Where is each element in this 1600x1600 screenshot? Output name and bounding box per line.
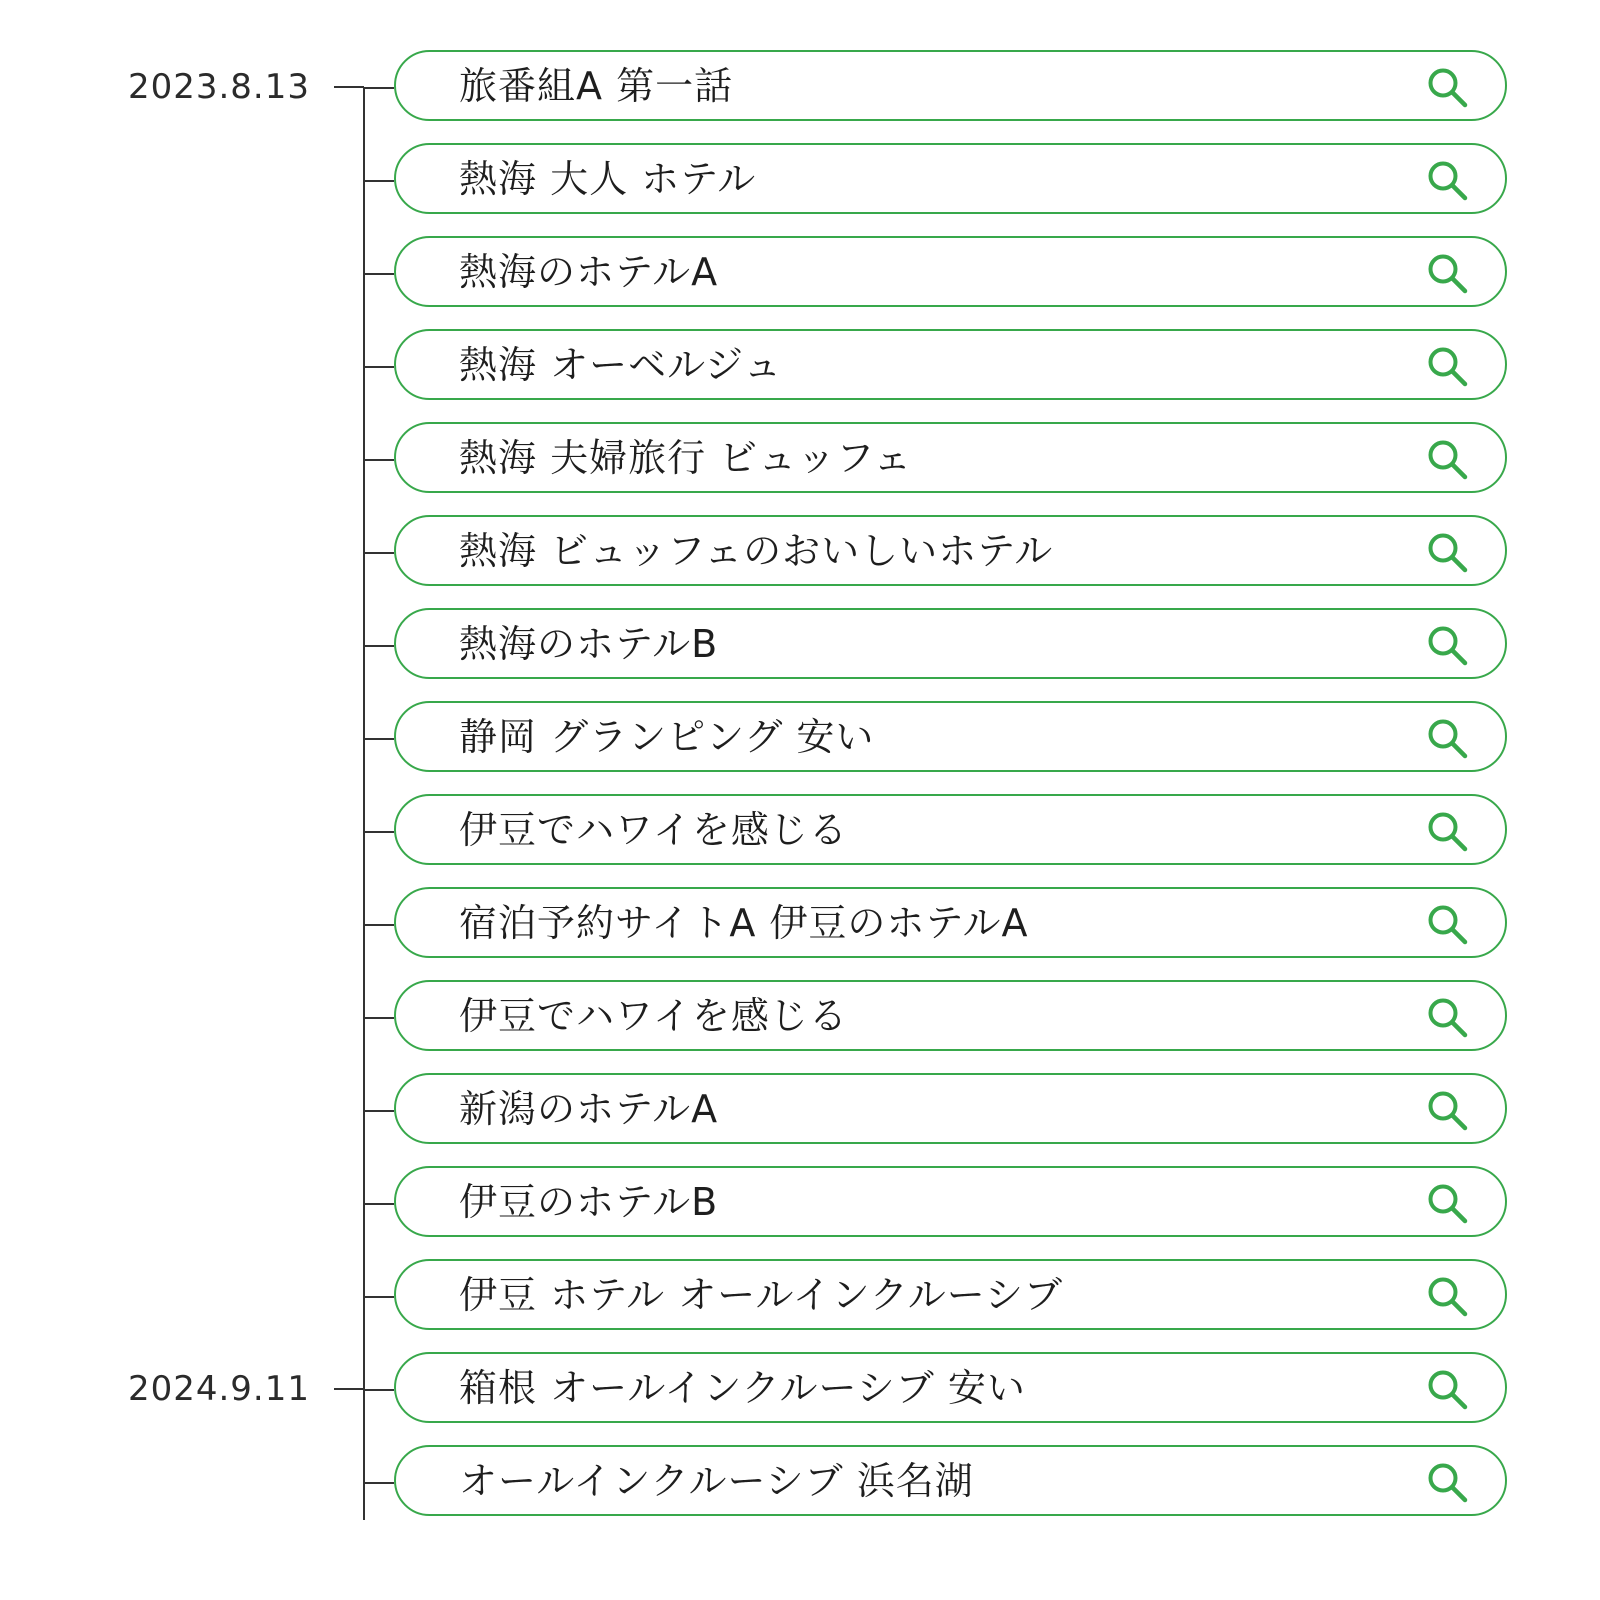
branch-connector — [363, 1203, 394, 1205]
search-icon[interactable] — [1427, 997, 1469, 1039]
branch-connector — [363, 1017, 394, 1019]
search-query-text: 伊豆でハワイを感じる — [459, 994, 848, 1038]
date-connector — [334, 86, 364, 88]
search-icon[interactable] — [1427, 67, 1469, 109]
search-query-field[interactable] — [394, 1073, 1507, 1144]
search-icon[interactable] — [1427, 1090, 1469, 1132]
search-query-text: 熱海 オーベルジュ — [459, 343, 783, 387]
search-icon[interactable] — [1427, 253, 1469, 295]
search-query-text: 旅番組A 第一話 — [459, 64, 734, 108]
search-icon[interactable] — [1427, 1369, 1469, 1411]
search-history-row — [363, 979, 1513, 1055]
search-query-text: 熱海 夫婦旅行 ビュッフェ — [459, 436, 913, 480]
search-icon[interactable] — [1427, 1183, 1469, 1225]
search-query-field[interactable] — [394, 608, 1507, 679]
branch-connector — [363, 924, 394, 926]
search-history-row — [363, 1351, 1513, 1427]
search-query-field[interactable] — [394, 887, 1507, 958]
search-history-row — [363, 1165, 1513, 1241]
search-history-row — [363, 142, 1513, 218]
search-history-row — [363, 235, 1513, 311]
search-icon[interactable] — [1427, 811, 1469, 853]
search-query-field[interactable] — [394, 329, 1507, 400]
branch-connector — [363, 738, 394, 740]
search-history-row — [363, 607, 1513, 683]
search-icon[interactable] — [1427, 532, 1469, 574]
search-query-text: 伊豆 ホテル オールインクルーシブ — [459, 1273, 1063, 1317]
branch-connector — [363, 831, 394, 833]
branch-connector — [363, 459, 394, 461]
branch-connector — [363, 1482, 394, 1484]
search-query-text: 宿泊予約サイトA 伊豆のホテルA — [459, 901, 1029, 945]
search-history-row — [363, 49, 1513, 125]
branch-connector — [363, 366, 394, 368]
search-query-field[interactable] — [394, 422, 1507, 493]
search-history-row — [363, 793, 1513, 869]
search-query-text: 熱海 大人 ホテル — [459, 157, 757, 201]
branch-connector — [363, 273, 394, 275]
search-history-row — [363, 700, 1513, 776]
date-label: 2024.9.11 — [127, 1369, 310, 1409]
search-query-field[interactable] — [394, 236, 1507, 307]
search-query-text: 熱海のホテルA — [459, 250, 719, 294]
search-query-field[interactable] — [394, 50, 1507, 121]
search-query-text: 箱根 オールインクルーシブ 安い — [459, 1366, 1026, 1410]
search-icon[interactable] — [1427, 625, 1469, 667]
search-history-row — [363, 1258, 1513, 1334]
search-history-row — [363, 1072, 1513, 1148]
search-query-text: 熱海のホテルB — [459, 622, 719, 666]
search-icon[interactable] — [1427, 1276, 1469, 1318]
search-history-row — [363, 328, 1513, 404]
search-query-field[interactable] — [394, 1166, 1507, 1237]
branch-connector — [363, 1296, 394, 1298]
search-query-field[interactable] — [394, 1259, 1507, 1330]
search-query-text: 熱海 ビュッフェのおいしいホテル — [459, 529, 1054, 573]
search-query-text: オールインクルーシブ 浜名湖 — [459, 1459, 974, 1503]
branch-connector — [363, 552, 394, 554]
search-query-field[interactable] — [394, 515, 1507, 586]
search-icon[interactable] — [1427, 160, 1469, 202]
date-connector — [334, 1388, 364, 1390]
search-icon[interactable] — [1427, 1462, 1469, 1504]
branch-connector — [363, 87, 394, 89]
search-icon[interactable] — [1427, 718, 1469, 760]
branch-connector — [363, 645, 394, 647]
search-icon[interactable] — [1427, 904, 1469, 946]
search-icon[interactable] — [1427, 439, 1469, 481]
search-query-text: 静岡 グランピング 安い — [459, 715, 875, 759]
date-label: 2023.8.13 — [127, 67, 310, 107]
search-query-field[interactable] — [394, 1352, 1507, 1423]
search-history-row — [363, 886, 1513, 962]
search-query-field[interactable] — [394, 1445, 1507, 1516]
branch-connector — [363, 1110, 394, 1112]
search-history-row — [363, 1444, 1513, 1520]
search-icon[interactable] — [1427, 346, 1469, 388]
search-query-text: 新潟のホテルA — [459, 1087, 719, 1131]
search-query-field[interactable] — [394, 143, 1507, 214]
search-query-field[interactable] — [394, 794, 1507, 865]
search-query-text: 伊豆でハワイを感じる — [459, 808, 848, 852]
branch-connector — [363, 180, 394, 182]
search-query-text: 伊豆のホテルB — [459, 1180, 719, 1224]
branch-connector — [363, 1389, 394, 1391]
search-query-field[interactable] — [394, 980, 1507, 1051]
search-history-row — [363, 514, 1513, 590]
search-query-field[interactable] — [394, 701, 1507, 772]
search-history-row — [363, 421, 1513, 497]
